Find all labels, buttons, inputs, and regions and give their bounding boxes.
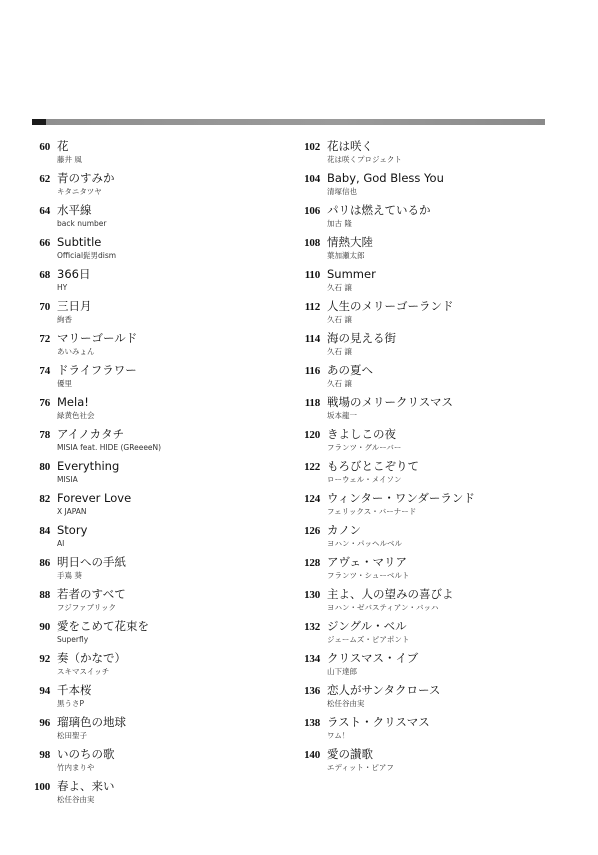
page-number: 110 xyxy=(304,269,320,281)
page-number: 102 xyxy=(304,141,320,153)
page-number: 90 xyxy=(39,621,50,633)
song-title: Forever Love xyxy=(57,491,132,505)
page-number: 106 xyxy=(304,205,320,217)
toc-entry xyxy=(30,235,280,267)
page-number: 62 xyxy=(39,173,50,185)
page-number: 136 xyxy=(304,685,320,697)
toc-entry xyxy=(300,747,560,779)
song-title: 若者のすべて xyxy=(57,587,126,601)
artist-name: MISIA feat. HIDE (GReeeeN) xyxy=(57,443,162,452)
toc-entry xyxy=(300,491,560,523)
song-title: 366日 xyxy=(57,267,91,281)
artist-name: 竹内まりや xyxy=(57,763,95,772)
song-title: あの夏へ xyxy=(327,363,373,377)
toc-entry xyxy=(30,267,280,299)
toc-entry xyxy=(300,395,560,427)
song-title: アヴェ・マリア xyxy=(327,555,408,569)
toc-entry xyxy=(300,363,560,395)
artist-name: ジェームズ・ピアポント xyxy=(327,635,410,644)
song-title: Subtitle xyxy=(57,235,102,249)
page-number: 70 xyxy=(39,301,50,313)
toc-entry xyxy=(300,715,560,747)
artist-name: フジファブリック xyxy=(57,603,116,612)
artist-name: 手嶌 葵 xyxy=(57,571,82,580)
page-number: 132 xyxy=(304,621,320,633)
page-number: 130 xyxy=(304,589,320,601)
artist-name: ワム！ xyxy=(327,731,350,740)
toc-left-column xyxy=(30,139,280,811)
song-title: Mela! xyxy=(57,395,89,409)
page-number: 78 xyxy=(39,429,50,441)
page-number: 98 xyxy=(39,749,50,761)
artist-name: フェリックス・バーナード xyxy=(327,507,417,516)
page-number: 96 xyxy=(39,717,50,729)
artist-name: ヨハン・ゼバスティアン・バッハ xyxy=(327,603,439,612)
artist-name: フランツ・グルーバー xyxy=(327,443,402,452)
song-title: Story xyxy=(57,523,88,537)
page-number: 118 xyxy=(304,397,320,409)
toc-entry xyxy=(30,747,280,779)
page-number: 92 xyxy=(39,653,50,665)
artist-name: 松田聖子 xyxy=(57,731,87,740)
toc-entry xyxy=(300,427,560,459)
song-title: クリスマス・イブ xyxy=(327,651,419,665)
toc-entry xyxy=(30,715,280,747)
artist-name: ヨハン・パッヘルベル xyxy=(327,539,402,548)
song-title: 奏（かなで） xyxy=(57,651,126,665)
toc-entry xyxy=(30,299,280,331)
artist-name: ローウェル・メイソン xyxy=(327,475,402,484)
toc-entry xyxy=(30,363,280,395)
artist-name: キタニタツヤ xyxy=(57,187,102,196)
toc-entry xyxy=(300,619,560,651)
song-title: 愛の讃歌 xyxy=(327,747,373,761)
toc-entry xyxy=(300,459,560,491)
toc-entry xyxy=(30,331,280,363)
artist-name: エディット・ピアフ xyxy=(327,763,394,772)
toc-entry xyxy=(30,427,280,459)
artist-name: 絢香 xyxy=(57,315,72,324)
song-title: ドライフラワー xyxy=(57,363,137,377)
artist-name: スキマスイッチ xyxy=(57,667,110,676)
song-title: ウィンター・ワンダーランド xyxy=(327,491,475,505)
toc-entry xyxy=(30,587,280,619)
song-title: 明日への手紙 xyxy=(57,555,126,569)
artist-name: 久石 譲 xyxy=(327,283,352,292)
song-title: 水平線 xyxy=(57,203,92,217)
toc-entry xyxy=(30,651,280,683)
page-number: 80 xyxy=(39,461,50,473)
toc-entry xyxy=(30,459,280,491)
song-title: Baby, God Bless You xyxy=(327,171,444,185)
song-title: もろびとこぞりて xyxy=(327,459,419,473)
artist-name: 葉加瀬太郎 xyxy=(327,251,365,260)
page-number: 94 xyxy=(39,685,50,697)
song-title: 三日月 xyxy=(57,299,92,313)
page-number: 128 xyxy=(304,557,320,569)
song-title: 主よ、人の望みの喜びよ xyxy=(327,587,454,601)
page-number: 122 xyxy=(304,461,320,473)
page-number: 68 xyxy=(39,269,50,281)
artist-name: 緑黄色社会 xyxy=(57,411,95,420)
toc-entry xyxy=(300,203,560,235)
artist-name: back number xyxy=(57,219,107,228)
artist-name: 花は咲くプロジェクト xyxy=(327,155,402,164)
page-number: 114 xyxy=(304,333,320,345)
song-title: 春よ、来い xyxy=(57,779,115,793)
artist-name: 坂本龍一 xyxy=(327,411,357,420)
toc-entry xyxy=(300,139,560,171)
song-title: アイノカタチ xyxy=(57,427,125,441)
song-title: 人生のメリーゴーランド xyxy=(327,299,454,313)
page-number: 86 xyxy=(39,557,50,569)
song-title: Everything xyxy=(57,459,120,473)
page-number: 126 xyxy=(304,525,320,537)
song-title: 花 xyxy=(57,139,69,153)
toc-entry xyxy=(300,267,560,299)
artist-name: Official髭男dism xyxy=(57,251,117,260)
toc-entry xyxy=(300,651,560,683)
artist-name: 清塚信也 xyxy=(327,187,357,196)
page-number: 104 xyxy=(304,173,320,185)
page-number: 134 xyxy=(304,653,320,665)
song-title: きよしこの夜 xyxy=(327,427,396,441)
artist-name: 加古 隆 xyxy=(327,219,352,228)
artist-name: 黒うさP xyxy=(57,699,85,708)
toc-entry xyxy=(300,331,560,363)
toc-entry xyxy=(30,619,280,651)
artist-name: Superfly xyxy=(57,635,89,644)
page-number: 120 xyxy=(304,429,320,441)
page-number: 100 xyxy=(34,781,50,793)
artist-name: 松任谷由実 xyxy=(57,795,95,804)
toc-entry xyxy=(30,555,280,587)
page-number: 74 xyxy=(39,365,50,377)
artist-name: 松任谷由実 xyxy=(327,699,365,708)
page-number: 140 xyxy=(304,749,320,761)
toc-entry xyxy=(300,587,560,619)
page-number: 82 xyxy=(39,493,50,505)
artist-name: 久石 譲 xyxy=(327,347,352,356)
song-title: 戦場のメリークリスマス xyxy=(327,395,454,409)
song-title: パリは燃えているか xyxy=(327,203,431,217)
song-title: カノン xyxy=(327,523,362,537)
toc-entry xyxy=(30,683,280,715)
song-title: Summer xyxy=(327,267,376,281)
song-title: 青のすみか xyxy=(57,171,115,185)
toc-entry xyxy=(30,491,280,523)
header-divider-bar xyxy=(32,119,545,125)
artist-name: AI xyxy=(57,539,65,548)
song-title: 千本桜 xyxy=(57,683,92,697)
page-number: 84 xyxy=(39,525,50,537)
song-title: 海の見える街 xyxy=(327,331,396,345)
song-title: 瑠璃色の地球 xyxy=(57,715,126,729)
song-title: ラスト・クリスマス xyxy=(327,715,430,729)
toc-entry xyxy=(300,683,560,715)
artist-name: フランツ・シューベルト xyxy=(327,571,410,580)
artist-name: 藤井 風 xyxy=(57,155,82,164)
toc-entry xyxy=(300,523,560,555)
page-number: 72 xyxy=(39,333,50,345)
artist-name: HY xyxy=(57,283,68,292)
song-title: 愛をこめて花束を xyxy=(57,619,149,633)
page-number: 108 xyxy=(304,237,320,249)
toc-entry xyxy=(30,523,280,555)
artist-name: 久石 譲 xyxy=(327,315,352,324)
toc-entry xyxy=(30,171,280,203)
song-title: 花は咲く xyxy=(327,139,373,153)
artist-name: あいみょん xyxy=(57,347,95,356)
page-number: 60 xyxy=(39,141,50,153)
artist-name: 久石 譲 xyxy=(327,379,352,388)
page-number: 124 xyxy=(304,493,320,505)
page-number: 76 xyxy=(39,397,50,409)
artist-name: X JAPAN xyxy=(57,507,87,516)
page-number: 66 xyxy=(39,237,50,249)
artist-name: 優里 xyxy=(57,379,72,388)
song-title: ジングル・ベル xyxy=(327,619,407,633)
toc-entry xyxy=(300,235,560,267)
page-number: 112 xyxy=(304,301,320,313)
page-number: 64 xyxy=(39,205,50,217)
song-title: マリーゴールド xyxy=(57,331,138,345)
toc-entry xyxy=(300,555,560,587)
page-number: 88 xyxy=(39,589,50,601)
song-title: 恋人がサンタクロース xyxy=(327,683,441,697)
toc-entry xyxy=(30,203,280,235)
toc-entry xyxy=(30,139,280,171)
toc-entry xyxy=(30,779,280,811)
toc-entry xyxy=(300,171,560,203)
song-title: 情熱大陸 xyxy=(327,235,373,249)
artist-name: 山下達郎 xyxy=(327,667,357,676)
toc-right-column xyxy=(300,139,560,779)
toc-entry xyxy=(300,299,560,331)
page-number: 116 xyxy=(304,365,320,377)
page-number: 138 xyxy=(304,717,320,729)
artist-name: MISIA xyxy=(57,475,78,484)
song-title: いのちの歌 xyxy=(57,747,115,761)
toc-entry xyxy=(30,395,280,427)
